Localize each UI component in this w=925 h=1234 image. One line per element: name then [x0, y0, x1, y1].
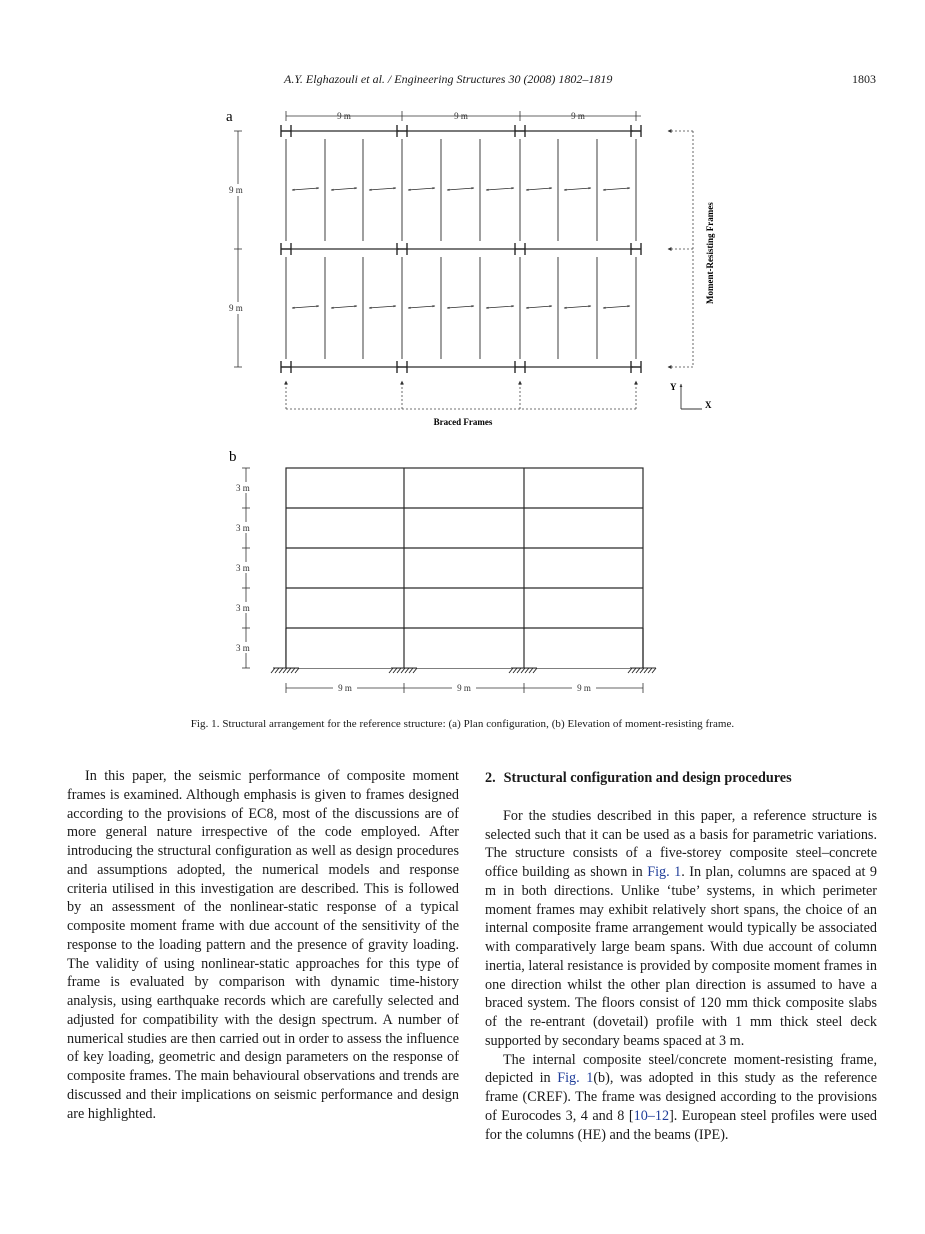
section-number: 2.: [485, 770, 496, 786]
plan-span-label-3: 9 m: [571, 111, 585, 121]
section-paragraph-1: [485, 807, 877, 1051]
fig1-link-2[interactable]: Fig. 1: [557, 1070, 594, 1087]
fixed-supports: [271, 668, 656, 673]
elevation-span-label-1: 9 m: [338, 683, 352, 693]
moment-frames-label: Moment-Resisting Frames: [705, 202, 715, 304]
moment-frames-bracket: [668, 131, 693, 367]
plan-bay-label-1: 9 m: [229, 185, 243, 195]
running-header: [0, 72, 925, 90]
section-heading: [485, 769, 877, 788]
section-title: Structural configuration and design procedures: [503, 770, 792, 786]
p2-text-a: The internal composite steel/concrete moment-resisting frame, depicted in: [485, 1051, 877, 1087]
p2-text-c: ]. European steel profiles were used for the columns (HE) and the beams (IPE).: [485, 1107, 877, 1143]
storey-label-3: 3 m: [236, 563, 250, 573]
storey-label-5: 3 m: [236, 643, 250, 653]
axis-y-label: Y: [670, 382, 677, 392]
axis-x-label: X: [705, 400, 712, 410]
plan-axes: [681, 384, 702, 409]
section-paragraph-2: [485, 1051, 877, 1145]
p1-text-a: For the studies described in this paper, a reference structure is selected such that it can be used as a basis for parametric variations. The structure consists of a five-storey composite steel–concrete office building as shown in: [485, 807, 877, 880]
p1-text-b: . In plan, columns are spaced at 9 m in both directions. Unlike ‘tube’ systems, in which perimeter moment frames may exhibit relatively short spans, the choice of an internal composite frame arrangement would typically be associated with comparatively large beam spans. With due account of column inertia, lateral resistance is provided by composite moment frames in one direction whilst the other plan direction is assumed to have a braced system. The floors consist of 120 mm thick composite slabs of the re-entrant (dovetail) profile with 1 mm thick steel deck supported by secondary beams spaced at 3 m.: [485, 864, 877, 1049]
figure-caption: Fig. 1. Structural arrangement for the reference structure: (a) Plan configuration, (b) Elevation of moment-resisting frame.: [190, 718, 735, 730]
intro-paragraph: In this paper, the seismic performance of composite moment frames is examined. Although emphasis is given to frames designed according to the provisions of EC8, most of the discussions are of more general nature irrespective of the code employed. After introducing the structural configuration as well as design procedures and assumptions adopted, the numerical models and response criteria utilised in this investigation are described. This is followed by an assessment of the nonlinear-static response of a typical composite moment frame with due account of the sensitivity of the response to the loading pattern and the presence of gravity loading. The validity of using nonlinear-static approaches for this type of frame is evaluated by comparison with dynamic time-history analysis, using earthquake records which are carefully selected and adjusted for compatibility with the design spectrum. A number of numerical studies are then carried out in order to assess the influence of key loading, geometric and design parameters on the response of composite frames. The main behavioural observations and trends are discussed and their implications on seismic performance and design are highlighted.: [67, 768, 459, 1122]
plan-span-label-2: 9 m: [454, 111, 468, 121]
storey-label-4: 3 m: [236, 603, 250, 613]
storey-label-1: 3 m: [236, 483, 250, 493]
fig1-link[interactable]: Fig. 1: [647, 864, 682, 880]
plan-bay-label-2: 9 m: [229, 303, 243, 313]
panel-b-label: b: [229, 449, 237, 465]
plan-grid: [281, 125, 641, 373]
elevation-span-label-2: 9 m: [457, 683, 471, 693]
plan-bay-dimensions: [234, 131, 242, 367]
reference-link[interactable]: 10–12: [633, 1107, 670, 1124]
panel-a-label: a: [226, 109, 233, 125]
right-column: [485, 767, 877, 1144]
elevation-span-label-3: 9 m: [577, 683, 591, 693]
braced-frames-label: Braced Frames: [433, 417, 493, 427]
plan-span-label-1: 9 m: [337, 111, 351, 121]
page-number: 1803: [852, 72, 876, 86]
figure-1: [0, 95, 925, 707]
storey-label-2: 3 m: [236, 523, 250, 533]
braced-frames-bracket: [286, 381, 636, 409]
running-title: A.Y. Elghazouli et al. / Engineering Structures 30 (2008) 1802–1819: [284, 72, 613, 86]
left-column: [67, 767, 459, 1123]
p2-text-b: (b), was adopted in this study as the reference frame (CREF). The frame was designed according to the provisions of Eurocodes 3, 4 and 8 [: [485, 1070, 877, 1124]
